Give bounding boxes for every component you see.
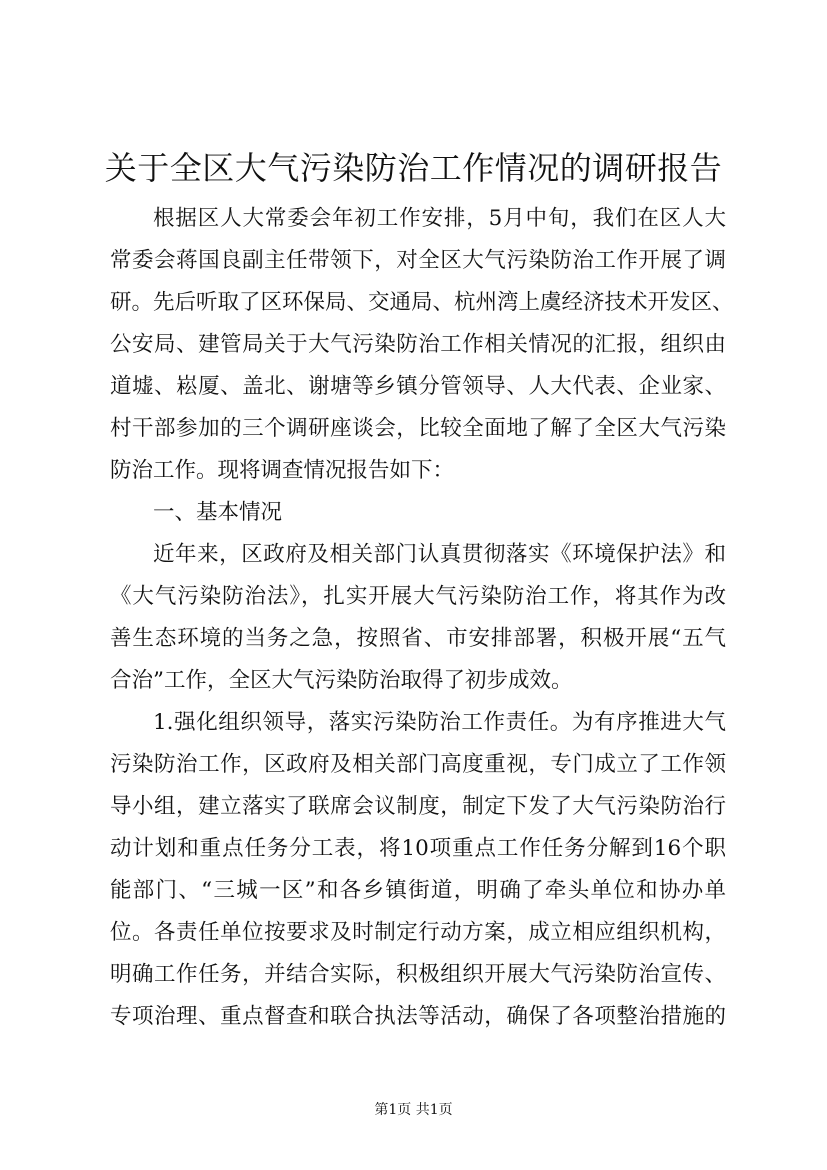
paragraph-line: 动计划和重点任务分工表，将10项重点工作任务分解到16个职 bbox=[110, 836, 726, 861]
paragraph-line: 1.强化组织领导，落实污染防治工作责任。为有序推进大气 bbox=[153, 710, 726, 735]
paragraph-line: 根据区人大常委会年初工作安排，5月中旬，我们在区人大 bbox=[153, 206, 726, 231]
paragraph-line: 近年来，区政府及相关部门认真贯彻落实《环境保护法》和 bbox=[153, 542, 726, 567]
paragraph-line: 村干部参加的三个调研座谈会，比较全面地了解了全区大气污染 bbox=[110, 416, 726, 441]
paragraph-line: 防治工作。现将调查情况报告如下： bbox=[110, 458, 455, 483]
paragraph-line: 位。各责任单位按要求及时制定行动方案，成立相应组织机构， bbox=[110, 920, 726, 945]
document-body bbox=[110, 198, 734, 1038]
paragraph-line: 常委会蒋国良副主任带领下，对全区大气污染防治工作开展了调 bbox=[110, 248, 726, 273]
paragraph-line: 合治”工作，全区大气污染防治取得了初步成效。 bbox=[110, 668, 573, 693]
document-title: 关于全区大气污染防治工作情况的调研报告 bbox=[104, 149, 723, 187]
paragraph-line: 善生态环境的当务之急，按照省、市安排部署，积极开展“五气 bbox=[110, 626, 726, 651]
paragraph-line: 导小组，建立落实了联席会议制度，制定下发了大气污染防治行 bbox=[110, 794, 726, 819]
paragraph-line: 研。先后听取了区环保局、交通局、杭州湾上虞经济技术开发区、 bbox=[110, 290, 734, 315]
page-footer: 第1页 共1页 bbox=[374, 1102, 453, 1118]
paragraph-line: 公安局、建管局关于大气污染防治工作相关情况的汇报，组织由 bbox=[110, 332, 726, 357]
paragraph-line: 能部门、“三城一区”和各乡镇街道，明确了牵头单位和协办单 bbox=[110, 878, 726, 903]
paragraph-line: 专项治理、重点督查和联合执法等活动，确保了各项整治措施的 bbox=[110, 1004, 726, 1029]
paragraph-line: 道墟、崧厦、盖北、谢塘等乡镇分管领导、人大代表、企业家、 bbox=[110, 374, 726, 399]
section-heading: 一、基本情况 bbox=[153, 500, 283, 525]
paragraph-line: 《大气污染防治法》，扎实开展大气污染防治工作，将其作为改 bbox=[110, 584, 726, 609]
paragraph-line: 明确工作任务，并结合实际，积极组织开展大气污染防治宣传、 bbox=[110, 962, 726, 987]
paragraph-line: 污染防治工作，区政府及相关部门高度重视，专门成立了工作领 bbox=[110, 752, 726, 777]
